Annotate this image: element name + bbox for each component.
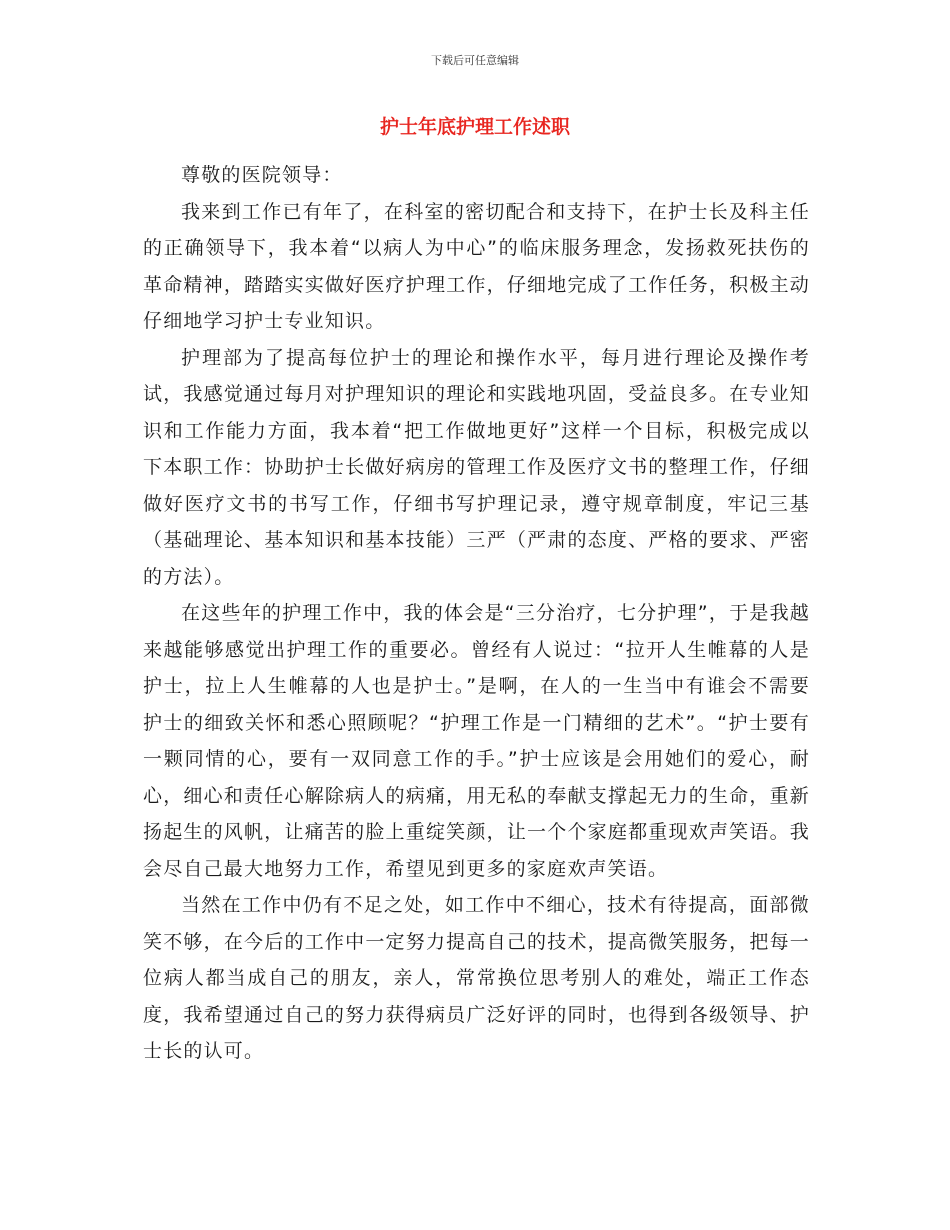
document-body — [143, 157, 810, 1070]
paragraph-3: 在这些年的护理工作中，我的体会是“三分治疗，七分护理”，于是我越来越能够感觉出护理工作的重要必。曾经有人说过：“拉开人生帷幕的人是护士，拉上人生帷幕的人也是护士。”是啊，在人的一生当中有谁会不需要护士的细致关怀和悉心照顾呢？“护理工作是一门精细的艺术”。“护士要有一颗同情的心，要有一双同意工作的手。”护士应该是会用她们的爱心，耐心，细心和责任心解除病人的病痛，用无私的奉献支撑起无力的生命，重新扬起生的风帆，让痛苦的脸上重绽笑颜，让一个个家庭都重现欢声笑语。我会尽自己最大地努力工作，希望见到更多的家庭欢声笑语。 — [143, 602, 810, 880]
paragraph-2: 护理部为了提高每位护士的理论和操作水平，每月进行理论及操作考试，我感觉通过每月对护理知识的理论和实践地巩固，受益良多。在专业知识和工作能力方面，我本着“把工作做地更好”这样一个目标，积极完成以下本职工作：协助护士长做好病房的管理工作及医疗文书的整理工作，仔细做好医疗文书的书写工作，仔细书写护理记录，遵守规章制度，牢记三基（基础理论、基本知识和基本技能）三严（严肃的态度、严格的要求、严密的方法）。 — [143, 346, 810, 588]
paragraph-1: 我来到工作已有年了，在科室的密切配合和支持下，在护士长及科主任的正确领导下，我本着“以病人为中心”的临床服务理念，发扬救死扶伤的革命精神，踏踏实实做好医疗护理工作，仔细地完成了工作任务，积极主动仔细地学习护士专业知识。 — [143, 200, 810, 332]
paragraph-4: 当然在工作中仍有不足之处，如工作中不细心，技术有待提高，面部微笑不够，在今后的工作中一定努力提高自己的技术，提高微笑服务，把每一位病人都当成自己的朋友，亲人，常常换位思考别人的难处，端正工作态度，我希望通过自己的努力获得病员广泛好评的同时，也得到各级领导、护士长的认可。 — [143, 894, 810, 1062]
header-note: 下载后可任意编辑 — [431, 54, 519, 67]
document-title: 护士年底护理工作述职 — [379, 116, 570, 138]
salutation: 尊敬的医院领导： — [181, 164, 343, 186]
